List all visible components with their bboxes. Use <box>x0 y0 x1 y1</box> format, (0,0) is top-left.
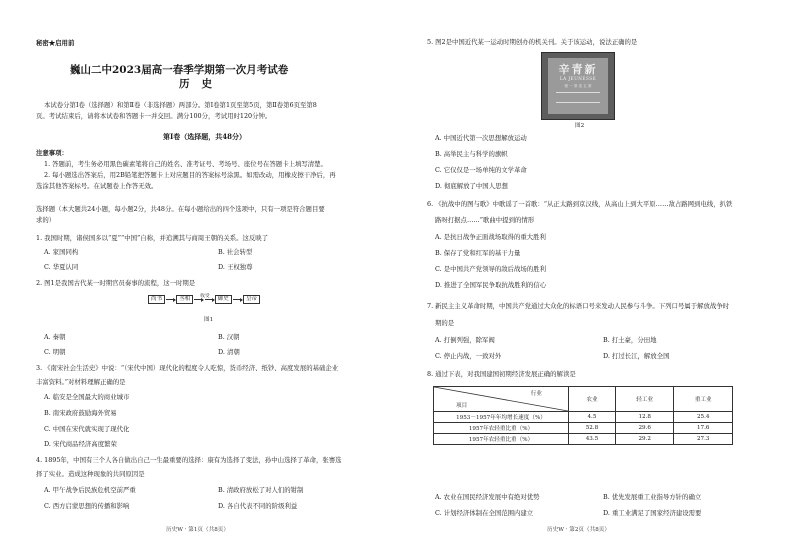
notice-line: 2. 每小题选出答案后，用2B铅笔把答题卡上对应题目的答案标号涂黑。如需改动，用橡皮擦干净后，再 <box>44 171 336 179</box>
q3-option-c[interactable]: C. 中国在宋代就实现了现代化 <box>44 425 130 433</box>
divider <box>556 92 600 93</box>
q5-option-d[interactable]: D. 彻底解放了中国人思想 <box>435 182 508 190</box>
q7-option-c[interactable]: C. 停止内战，一致对外 <box>435 352 502 360</box>
q8-option-b[interactable]: B. 优先发展重工业指导方针的确立 <box>603 493 702 501</box>
q8-stem: 8. 通过下表，对我国建国初期经济发展正确的解读是 <box>427 370 576 378</box>
poster-title: 辛青新 <box>558 63 598 76</box>
row-label: 1957年农轻重比重（%） <box>434 434 569 445</box>
figure-caption: 图1 <box>204 317 214 323</box>
q4-option-a[interactable]: A. 甲午战争后民族危机空前严重 <box>44 486 136 494</box>
table-cell: 43.5 <box>569 434 616 445</box>
q1-stem: 1. 我国时期，诸侯国多以“夏”“中国”自称，并追溯其与商周王朝的关系。这反映了 <box>36 234 269 242</box>
table-cell: 27.3 <box>674 434 733 445</box>
column-header: 农业 <box>569 387 616 412</box>
table-cell: 29.2 <box>615 434 674 445</box>
q7-stem: 7. 新民主主义革命时期，中国共产党通过大众化的标语口号来发动人民参与斗争。下列口号属于解放战争时 <box>427 302 730 310</box>
flow-step: 皇帝 <box>243 295 260 304</box>
q5-option-a[interactable]: A. 中国近代第一次思想解放运动 <box>435 134 527 142</box>
q4-stem: 择了实业。造成这种现象的共同原因是 <box>36 470 145 478</box>
column-header: 轻工业 <box>615 387 674 412</box>
column-header: 重工业 <box>674 387 733 412</box>
data-table <box>433 386 733 445</box>
flow-diagram <box>148 295 260 304</box>
q2-option-b[interactable]: B. 汉朝 <box>218 333 240 341</box>
q8-option-c[interactable]: C. 计划经济体制在全国范围内建立 <box>435 509 534 517</box>
q3-option-b[interactable]: B. 南宋政府鼓励海外贸易 <box>44 409 117 417</box>
intro-line: 页。考试结束后，请将本试卷和答题卡一并交回。满分100分，考试用时120分钟。 <box>36 112 272 120</box>
table-cell: 17.6 <box>674 423 733 434</box>
notice-heading: 注意事项： <box>36 149 68 157</box>
q4-option-c[interactable]: C. 西方启蒙思想的传播和影响 <box>44 502 130 510</box>
row-label: 1953－1957年年均增长速度（%） <box>434 412 569 423</box>
notice-line: 1. 答题前，考生务必用黑色碳素笔将自己的姓名、准考证号、考场号、座位号在答题卡上填写清楚。 <box>44 160 327 168</box>
q6-option-a[interactable]: A. 是抗日战争正面战场取得的重大胜利 <box>435 233 546 241</box>
row-label: 1957年农轻重比重（%） <box>434 423 569 434</box>
q5-option-c[interactable]: C. 它仅仅是一场单纯的文学革命 <box>435 166 527 174</box>
table-cell: 25.4 <box>674 412 733 423</box>
q7-option-b[interactable]: B. 打土豪，分田地 <box>603 336 657 344</box>
table-row <box>434 423 733 434</box>
q5-stem: 5. 图2是中国近代某一运动时期创办的机关刊。关于该运动，说法正确的是 <box>427 38 638 46</box>
flow-step: 尚书 <box>148 295 165 304</box>
poster-issue: 號 一 第 卷 五 第 <box>564 84 592 88</box>
arrow-icon <box>233 299 242 300</box>
q8-option-a[interactable]: A. 农业在国民经济发展中有绝对优势 <box>435 493 540 501</box>
header-bottom-label: 项目 <box>456 403 468 409</box>
choice-instructions: 选择题（本大题共24小题，每小题2分，共48分。在每小题给出的四个选项中，只有一项是符合题目要 <box>36 205 325 213</box>
figure-caption: 图2 <box>575 123 585 129</box>
page-footer: 历史W · 第1页（共8页） <box>166 527 229 533</box>
q6-option-b[interactable]: B. 保存了党和红军的基干力量 <box>435 249 521 257</box>
table-row <box>434 434 733 445</box>
q4-stem: 4. 1895年，中国有三个人各自做出自己一生最重要的选择：康有为选择了变法，孙中山选择了革命，张謇选 <box>36 456 342 464</box>
poster-subtitle: LA JEUNESSE <box>559 76 597 81</box>
table-cell: 4.5 <box>569 412 616 423</box>
q6-option-c[interactable]: C. 是中国共产党领导的敌后战场的胜利 <box>435 265 546 273</box>
flow-step: 丞相 <box>176 295 193 304</box>
arrow-icon <box>166 299 175 300</box>
table-cell: 12.8 <box>615 412 674 423</box>
q3-option-d[interactable]: D. 宋代商品经济高度繁荣 <box>44 440 117 448</box>
q7-option-a[interactable]: A. 打倒列强，除军阀 <box>435 336 495 344</box>
q3-stem: 3. 《南宋社会生活史》中说：“（宋代中国）现代化的程度令人吃惊，货币经济、纸钞、高度发展的基础企业 <box>36 364 339 372</box>
q7-stem: 期的是 <box>435 319 455 327</box>
header-top-label: 行业 <box>530 391 542 397</box>
table-cell: 52.8 <box>569 423 616 434</box>
q2-option-c[interactable]: C. 明朝 <box>44 348 66 356</box>
q1-option-c[interactable]: C. 华夏认同 <box>44 263 79 271</box>
q7-option-d[interactable]: D. 打过长江，解放全国 <box>603 352 670 360</box>
q5-option-b[interactable]: B. 高举民主与科学的旗帜 <box>435 150 508 158</box>
q4-option-b[interactable]: B. 清政府放松了对人们的钳制 <box>218 486 304 494</box>
arrow-icon <box>205 299 214 300</box>
flow-arrow-label: 收受 <box>200 293 210 299</box>
q2-stem: 2. 图1是我国古代某一时期官员奏事的流程，这一时期是 <box>36 279 196 287</box>
q8-option-d[interactable]: D. 重工业满足了国家经济建设需要 <box>603 509 702 517</box>
magazine-cover-image <box>541 52 615 120</box>
divider <box>556 102 600 103</box>
q2-option-a[interactable]: A. 秦朝 <box>44 333 66 341</box>
q6-option-d[interactable]: D. 推进了全国军民争取抗战胜利的信心 <box>435 281 547 289</box>
table-cell: 29.6 <box>615 423 674 434</box>
q1-option-b[interactable]: B. 社会转型 <box>218 248 253 256</box>
exam-title: 巍山二中2023届高一春季学期第一次月考试卷 <box>70 64 289 76</box>
notice-line: 选涂其他答案标号。在试题卷上作答无效。 <box>36 182 158 190</box>
q6-stem: 路呀打据点……”歌曲中提到的情形 <box>435 216 535 224</box>
q6-stem: 6. 《抗战中的图与歌》中歌谣了一首歌：“从正太路到京汉线，从高山上到大平原……敌占路网到电线，扒铁 <box>427 200 733 208</box>
q4-option-d[interactable]: D. 各自代表不同的阶级利益 <box>218 502 298 510</box>
flow-step: 御史 <box>215 295 232 304</box>
exam-subject: 历史 <box>179 78 224 90</box>
q1-option-a[interactable]: A. 家国同构 <box>44 248 79 256</box>
intro-line: 本试卷分第Ⅰ卷（选择题）和第Ⅱ卷（非选择题）两部分。第Ⅰ卷第1页至第5页，第Ⅱ卷第6页至第8 <box>44 101 317 109</box>
page-footer: 历史W · 第2页（共8页） <box>547 527 610 533</box>
right-page <box>397 0 794 544</box>
table-row <box>434 412 733 423</box>
q1-option-d[interactable]: D. 王权独尊 <box>218 263 253 271</box>
arrow-icon <box>194 299 203 300</box>
part1-heading: 第Ⅰ卷（选择题，共48分） <box>163 132 247 141</box>
table-corner-header <box>434 387 569 412</box>
q2-option-d[interactable]: D. 清朝 <box>218 348 240 356</box>
q3-option-a[interactable]: A. 临安是全国最大的商业城市 <box>44 393 130 401</box>
q3-stem: 丰富资料。”对材料理解正确的是 <box>36 378 126 386</box>
choice-instructions: 求的） <box>36 216 56 224</box>
secret-label: 秘密★启用前 <box>36 39 75 47</box>
diagonal-line <box>434 387 568 411</box>
